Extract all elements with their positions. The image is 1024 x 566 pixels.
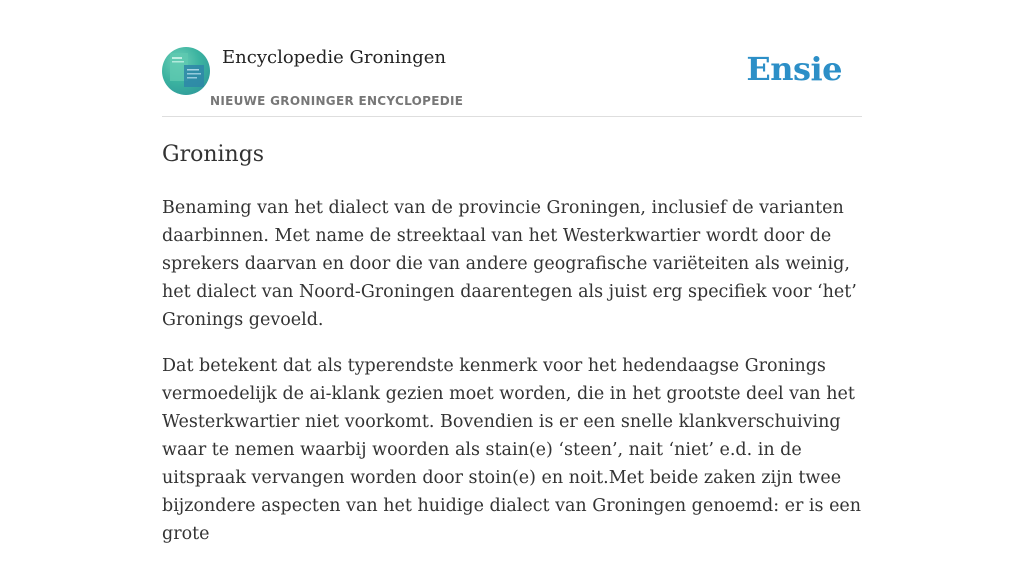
article-paragraph: Dat betekent dat als typerendste kenmerk voor het hedendaagse Gronings vermoedelijk de ai-klank gezien moet worden, die in het grootste deel van het Westerkwartier niet voorkomt. Bovendien is er een snelle klankverschuiving waar te nemen waarbij woorden als stain(e) ‘steen’, nait ‘niet’ e.d. in de uitspraak vervangen worden door stoin(e) en noit.Met beide zaken zijn twee bijzondere aspecten van het huidige dialect van Groningen genoemd: er is een grote <box>162 356 862 544</box>
ensie-brand-logo[interactable]: Ensie <box>746 50 842 88</box>
site-subtitle: NIEUWE GRONINGER ENCYCLOPEDIE <box>210 94 464 108</box>
article-content <box>162 140 862 566</box>
site-title[interactable]: Encyclopedie Groningen <box>222 47 447 68</box>
site-header <box>162 0 862 117</box>
article-title: Gronings <box>162 142 265 167</box>
encyclopedia-logo-icon[interactable] <box>162 47 210 95</box>
article-paragraph: Benaming van het dialect van de provincie Groningen, inclusief de varianten daarbinnen. Met name de streektaal van het Westerkwartier wordt door de sprekers daarvan en door die van andere geografische variëteiten als weinig, het dialect van Noord-Groningen daarentegen als juist erg specifiek voor ‘het’ Gronings gevoeld. <box>162 198 857 330</box>
